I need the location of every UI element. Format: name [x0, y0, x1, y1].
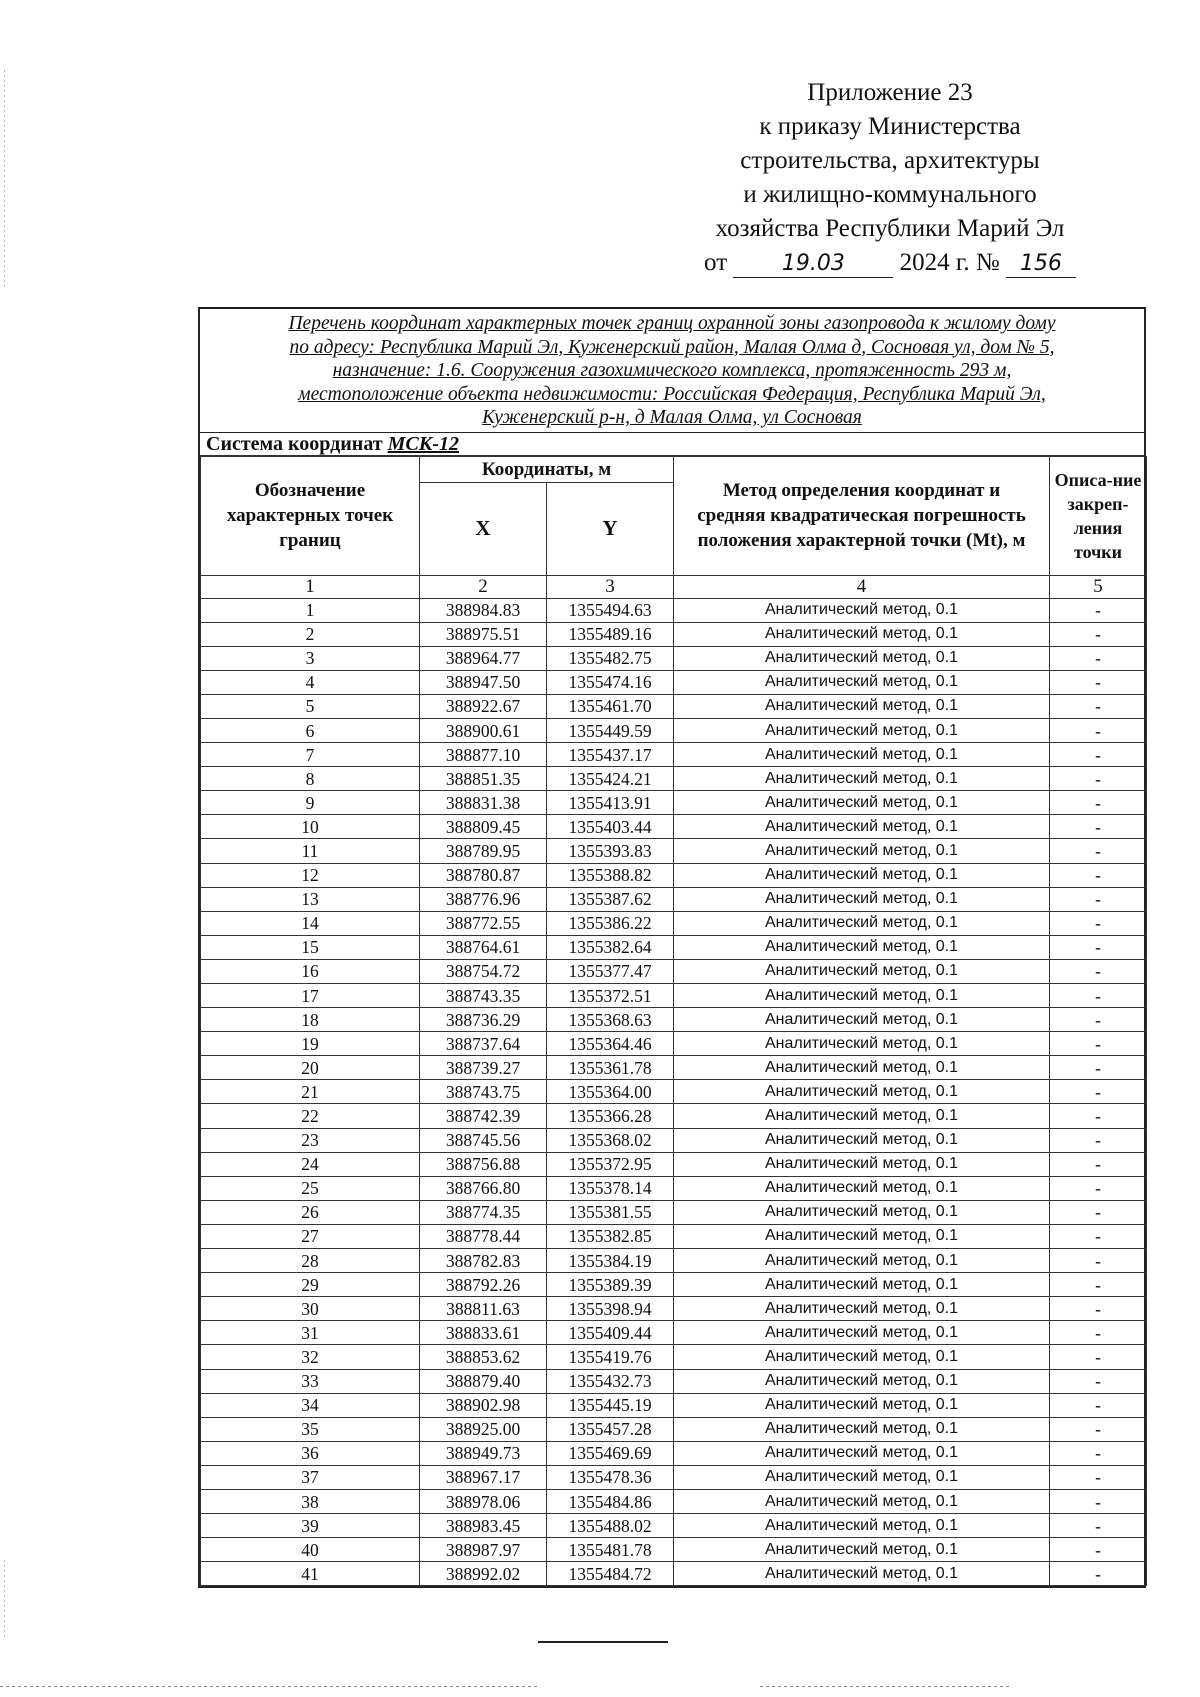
y-coordinate: 1355474.16: [547, 670, 674, 694]
table-row: [201, 1008, 1147, 1032]
method-cell: Аналитический метод, 0.1: [674, 935, 1050, 959]
y-coordinate: 1355361.78: [547, 1056, 674, 1080]
point-number: 6: [201, 718, 420, 742]
x-coordinate: 388947.50: [420, 670, 547, 694]
y-coordinate: 1355478.36: [547, 1465, 674, 1489]
method-cell: Аналитический метод, 0.1: [674, 984, 1050, 1008]
table-row: [201, 767, 1147, 791]
method-cell: Аналитический метод, 0.1: [674, 1321, 1050, 1345]
point-number: 22: [201, 1104, 420, 1128]
title-line: местоположение объекта недвижимости: Российская Федерация, Республика Марий Эл,: [298, 383, 1046, 405]
point-number: 31: [201, 1321, 420, 1345]
point-number: 25: [201, 1176, 420, 1200]
y-coordinate: 1355484.86: [547, 1489, 674, 1513]
x-coordinate: 388743.75: [420, 1080, 547, 1104]
appendix-header: [640, 76, 1140, 280]
table-row: [201, 1369, 1147, 1393]
table-row: [201, 1465, 1147, 1489]
point-number: 2: [201, 622, 420, 646]
point-number: 33: [201, 1369, 420, 1393]
x-coordinate: 388737.64: [420, 1032, 547, 1056]
description-cell: -: [1050, 1465, 1147, 1489]
point-number: 40: [201, 1538, 420, 1562]
x-coordinate: 388833.61: [420, 1321, 547, 1345]
y-coordinate: 1355488.02: [547, 1514, 674, 1538]
x-coordinate: 388776.96: [420, 887, 547, 911]
point-number: 35: [201, 1417, 420, 1441]
table-row: [201, 1393, 1147, 1417]
description-cell: -: [1050, 1489, 1147, 1513]
point-number: 8: [201, 767, 420, 791]
table-row: [201, 1417, 1147, 1441]
x-coordinate: 388879.40: [420, 1369, 547, 1393]
x-coordinate: 388902.98: [420, 1393, 547, 1417]
y-coordinate: 1355419.76: [547, 1345, 674, 1369]
appendix-line: и жилищно-коммунального: [743, 181, 1037, 208]
point-number: 14: [201, 911, 420, 935]
point-number: 7: [201, 743, 420, 767]
col-number: 5: [1050, 575, 1147, 598]
method-cell: Аналитический метод, 0.1: [674, 1152, 1050, 1176]
method-cell: Аналитический метод, 0.1: [674, 1489, 1050, 1513]
method-cell: Аналитический метод, 0.1: [674, 1273, 1050, 1297]
method-cell: Аналитический метод, 0.1: [674, 1538, 1050, 1562]
description-cell: -: [1050, 767, 1147, 791]
point-number: 10: [201, 815, 420, 839]
x-coordinate: 388877.10: [420, 743, 547, 767]
coord-system-value: МСК-12: [387, 432, 459, 455]
method-cell: Аналитический метод, 0.1: [674, 670, 1050, 694]
x-coordinate: 388754.72: [420, 959, 547, 983]
y-coordinate: 1355372.51: [547, 984, 674, 1008]
method-cell: Аналитический метод, 0.1: [674, 1224, 1050, 1248]
method-cell: Аналитический метод, 0.1: [674, 1249, 1050, 1273]
y-coordinate: 1355398.94: [547, 1297, 674, 1321]
description-cell: -: [1050, 1176, 1147, 1200]
description-cell: -: [1050, 863, 1147, 887]
date-prefix: от: [704, 249, 728, 276]
table-row: [201, 1080, 1147, 1104]
x-coordinate: 388743.35: [420, 984, 547, 1008]
point-number: 30: [201, 1297, 420, 1321]
description-cell: -: [1050, 1249, 1147, 1273]
appendix-line: хозяйства Республики Марий Эл: [715, 215, 1065, 242]
y-coordinate: 1355484.72: [547, 1562, 674, 1586]
y-coordinate: 1355364.46: [547, 1032, 674, 1056]
table-row: [201, 1224, 1147, 1248]
description-cell: -: [1050, 1273, 1147, 1297]
point-number: 34: [201, 1393, 420, 1417]
x-coordinate: 388975.51: [420, 622, 547, 646]
col-number: 4: [674, 575, 1050, 598]
method-cell: Аналитический метод, 0.1: [674, 1345, 1050, 1369]
point-number: 39: [201, 1514, 420, 1538]
description-cell: -: [1050, 743, 1147, 767]
y-coordinate: 1355432.73: [547, 1369, 674, 1393]
coordinates-table: [198, 307, 1146, 1588]
title-line: назначение: 1.6. Сооружения газохимического комплекса, протяженность 293 м,: [332, 360, 1012, 381]
description-cell: -: [1050, 598, 1147, 622]
point-number: 1: [201, 598, 420, 622]
method-cell: Аналитический метод, 0.1: [674, 1393, 1050, 1417]
method-cell: Аналитический метод, 0.1: [674, 791, 1050, 815]
description-cell: -: [1050, 935, 1147, 959]
table-row: [201, 911, 1147, 935]
table-row: [201, 1200, 1147, 1224]
method-cell: Аналитический метод, 0.1: [674, 1562, 1050, 1586]
x-coordinate: 388949.73: [420, 1441, 547, 1465]
description-cell: -: [1050, 791, 1147, 815]
method-cell: Аналитический метод, 0.1: [674, 1176, 1050, 1200]
x-coordinate: 388987.97: [420, 1538, 547, 1562]
point-number: 28: [201, 1249, 420, 1273]
scan-bottom-mark: [0, 1686, 540, 1687]
method-cell: Аналитический метод, 0.1: [674, 1032, 1050, 1056]
description-cell: -: [1050, 1417, 1147, 1441]
description-cell: -: [1050, 1032, 1147, 1056]
description-cell: -: [1050, 1514, 1147, 1538]
table-row: [201, 1297, 1147, 1321]
point-number: 29: [201, 1273, 420, 1297]
table-row: [201, 718, 1147, 742]
table-row: [201, 935, 1147, 959]
method-cell: Аналитический метод, 0.1: [674, 767, 1050, 791]
description-cell: -: [1050, 1345, 1147, 1369]
method-cell: Аналитический метод, 0.1: [674, 1008, 1050, 1032]
description-cell: -: [1050, 622, 1147, 646]
x-coordinate: 388756.88: [420, 1152, 547, 1176]
point-number: 41: [201, 1562, 420, 1586]
description-cell: -: [1050, 670, 1147, 694]
header-coords: Координаты, м: [420, 456, 674, 482]
point-number: 24: [201, 1152, 420, 1176]
y-coordinate: 1355413.91: [547, 791, 674, 815]
point-number: 9: [201, 791, 420, 815]
year-text: 2024 г. №: [899, 249, 1000, 276]
point-number: 13: [201, 887, 420, 911]
table-row: [201, 791, 1147, 815]
method-cell: Аналитический метод, 0.1: [674, 959, 1050, 983]
method-cell: Аналитический метод, 0.1: [674, 622, 1050, 646]
method-cell: Аналитический метод, 0.1: [674, 1200, 1050, 1224]
y-coordinate: 1355381.55: [547, 1200, 674, 1224]
table-row: [201, 887, 1147, 911]
method-cell: Аналитический метод, 0.1: [674, 1465, 1050, 1489]
method-cell: Аналитический метод, 0.1: [674, 839, 1050, 863]
y-coordinate: 1355445.19: [547, 1393, 674, 1417]
description-cell: -: [1050, 1562, 1147, 1586]
description-cell: -: [1050, 1297, 1147, 1321]
x-coordinate: 388983.45: [420, 1514, 547, 1538]
col-number: 2: [420, 575, 547, 598]
description-cell: -: [1050, 1441, 1147, 1465]
title-line: Перечень координат характерных точек границ охранной зоны газопровода к жилому дому: [288, 313, 1056, 334]
point-number: 20: [201, 1056, 420, 1080]
point-number: 18: [201, 1008, 420, 1032]
scan-bottom-mark: [760, 1686, 1010, 1687]
description-cell: -: [1050, 1538, 1147, 1562]
method-cell: Аналитический метод, 0.1: [674, 743, 1050, 767]
y-coordinate: 1355382.85: [547, 1224, 674, 1248]
table-row: [201, 1056, 1147, 1080]
x-coordinate: 388778.44: [420, 1224, 547, 1248]
point-number: 36: [201, 1441, 420, 1465]
y-coordinate: 1355384.19: [547, 1249, 674, 1273]
description-cell: -: [1050, 1080, 1147, 1104]
table-row: [201, 1249, 1147, 1273]
y-coordinate: 1355437.17: [547, 743, 674, 767]
col-number: 1: [201, 575, 420, 598]
point-number: 16: [201, 959, 420, 983]
x-coordinate: 388925.00: [420, 1417, 547, 1441]
y-coordinate: 1355457.28: [547, 1417, 674, 1441]
description-cell: -: [1050, 646, 1147, 670]
y-coordinate: 1355382.64: [547, 935, 674, 959]
appendix-line: строительства, архитектуры: [740, 147, 1040, 174]
y-coordinate: 1355449.59: [547, 718, 674, 742]
table-row: [201, 1489, 1147, 1513]
table-row: [201, 1562, 1147, 1586]
table-row: [201, 694, 1147, 718]
point-number: 4: [201, 670, 420, 694]
y-coordinate: 1355482.75: [547, 646, 674, 670]
table-row: [201, 1345, 1147, 1369]
description-cell: -: [1050, 1369, 1147, 1393]
scan-margin-mark: [4, 70, 5, 290]
y-coordinate: 1355489.16: [547, 622, 674, 646]
method-cell: Аналитический метод, 0.1: [674, 694, 1050, 718]
point-number: 23: [201, 1128, 420, 1152]
table-row: [201, 622, 1147, 646]
point-number: 21: [201, 1080, 420, 1104]
point-number: 3: [201, 646, 420, 670]
table-row: [201, 839, 1147, 863]
method-cell: Аналитический метод, 0.1: [674, 1417, 1050, 1441]
method-cell: Аналитический метод, 0.1: [674, 1128, 1050, 1152]
y-coordinate: 1355386.22: [547, 911, 674, 935]
point-number: 12: [201, 863, 420, 887]
point-number: 19: [201, 1032, 420, 1056]
y-coordinate: 1355461.70: [547, 694, 674, 718]
method-cell: Аналитический метод, 0.1: [674, 911, 1050, 935]
description-cell: -: [1050, 959, 1147, 983]
table-row: [201, 1176, 1147, 1200]
point-number: 37: [201, 1465, 420, 1489]
table-row: [201, 646, 1147, 670]
coordinate-system: [200, 433, 1144, 456]
x-coordinate: 388851.35: [420, 767, 547, 791]
table-row: [201, 1321, 1147, 1345]
header-x: X: [420, 482, 547, 575]
x-coordinate: 388792.26: [420, 1273, 547, 1297]
x-coordinate: 388964.77: [420, 646, 547, 670]
handwritten-order-number: 156: [1006, 251, 1076, 278]
description-cell: -: [1050, 1152, 1147, 1176]
x-coordinate: 388780.87: [420, 863, 547, 887]
method-cell: Аналитический метод, 0.1: [674, 1056, 1050, 1080]
y-coordinate: 1355364.00: [547, 1080, 674, 1104]
description-cell: -: [1050, 1393, 1147, 1417]
col-number: 3: [547, 575, 674, 598]
description-cell: -: [1050, 815, 1147, 839]
y-coordinate: 1355494.63: [547, 598, 674, 622]
method-cell: Аналитический метод, 0.1: [674, 1369, 1050, 1393]
coord-system-label: Система координат: [206, 432, 383, 455]
x-coordinate: 388745.56: [420, 1128, 547, 1152]
x-coordinate: 388811.63: [420, 1297, 547, 1321]
x-coordinate: 388853.62: [420, 1345, 547, 1369]
x-coordinate: 388984.83: [420, 598, 547, 622]
y-coordinate: 1355388.82: [547, 863, 674, 887]
method-cell: Аналитический метод, 0.1: [674, 887, 1050, 911]
method-cell: Аналитический метод, 0.1: [674, 598, 1050, 622]
y-coordinate: 1355387.62: [547, 887, 674, 911]
point-number: 26: [201, 1200, 420, 1224]
description-cell: -: [1050, 1200, 1147, 1224]
description-cell: -: [1050, 911, 1147, 935]
description-cell: -: [1050, 1128, 1147, 1152]
method-cell: Аналитический метод, 0.1: [674, 646, 1050, 670]
point-number: 5: [201, 694, 420, 718]
description-cell: -: [1050, 1224, 1147, 1248]
x-coordinate: 388789.95: [420, 839, 547, 863]
title-line: Куженерский р-н, д Малая Олма, ул Сосновая: [482, 407, 862, 428]
description-cell: -: [1050, 839, 1147, 863]
handwritten-date: 19.03: [733, 251, 893, 278]
table-row: [201, 1152, 1147, 1176]
table-row: [201, 1032, 1147, 1056]
x-coordinate: 388774.35: [420, 1200, 547, 1224]
y-coordinate: 1355368.02: [547, 1128, 674, 1152]
y-coordinate: 1355377.47: [547, 959, 674, 983]
x-coordinate: 388900.61: [420, 718, 547, 742]
header-method: Метод определения координат и средняя квадратическая погрешность положения характерной точки (Mt), м: [674, 456, 1050, 575]
appendix-line: к приказу Министерства: [759, 113, 1021, 140]
x-coordinate: 388782.83: [420, 1249, 547, 1273]
y-coordinate: 1355389.39: [547, 1273, 674, 1297]
table-row: [201, 815, 1147, 839]
method-cell: Аналитический метод, 0.1: [674, 863, 1050, 887]
point-number: 15: [201, 935, 420, 959]
table-row: [201, 1273, 1147, 1297]
table-title: [200, 309, 1144, 433]
method-cell: Аналитический метод, 0.1: [674, 1297, 1050, 1321]
title-line: по адресу: Республика Марий Эл, Куженерский район, Малая Олма д, Сосновая ул, дом № 5,: [289, 336, 1055, 358]
table-row: [201, 598, 1147, 622]
x-coordinate: 388809.45: [420, 815, 547, 839]
table-row: [201, 1104, 1147, 1128]
point-number: 32: [201, 1345, 420, 1369]
y-coordinate: 1355481.78: [547, 1538, 674, 1562]
table-row: [201, 1538, 1147, 1562]
x-coordinate: 388739.27: [420, 1056, 547, 1080]
y-coordinate: 1355469.69: [547, 1441, 674, 1465]
table-row: [201, 1441, 1147, 1465]
point-number: 11: [201, 839, 420, 863]
description-cell: -: [1050, 694, 1147, 718]
description-cell: -: [1050, 887, 1147, 911]
x-coordinate: 388831.38: [420, 791, 547, 815]
table-row: [201, 743, 1147, 767]
y-coordinate: 1355393.83: [547, 839, 674, 863]
order-date-line: [640, 246, 1140, 280]
table-row: [201, 1128, 1147, 1152]
description-cell: -: [1050, 984, 1147, 1008]
description-cell: -: [1050, 1056, 1147, 1080]
method-cell: Аналитический метод, 0.1: [674, 1441, 1050, 1465]
header-description: Описа-ние закреп-ления точки: [1050, 456, 1147, 575]
method-cell: Аналитический метод, 0.1: [674, 1080, 1050, 1104]
header-point: Обозначение характерных точек границ: [201, 456, 420, 575]
method-cell: Аналитический метод, 0.1: [674, 1104, 1050, 1128]
points-table-body: [201, 598, 1147, 1586]
method-cell: Аналитический метод, 0.1: [674, 718, 1050, 742]
footer-separator: [538, 1641, 668, 1643]
point-number: 38: [201, 1489, 420, 1513]
point-number: 17: [201, 984, 420, 1008]
x-coordinate: 388978.06: [420, 1489, 547, 1513]
appendix-line: Приложение 23: [807, 79, 973, 106]
description-cell: -: [1050, 1104, 1147, 1128]
x-coordinate: 388742.39: [420, 1104, 547, 1128]
scan-margin-mark: [4, 1560, 5, 1640]
y-coordinate: 1355378.14: [547, 1176, 674, 1200]
y-coordinate: 1355403.44: [547, 815, 674, 839]
table-row: [201, 670, 1147, 694]
y-coordinate: 1355366.28: [547, 1104, 674, 1128]
points-table: [200, 456, 1147, 1587]
x-coordinate: 388736.29: [420, 1008, 547, 1032]
y-coordinate: 1355372.95: [547, 1152, 674, 1176]
table-row: [201, 959, 1147, 983]
point-number: 27: [201, 1224, 420, 1248]
x-coordinate: 388992.02: [420, 1562, 547, 1586]
method-cell: Аналитический метод, 0.1: [674, 815, 1050, 839]
y-coordinate: 1355368.63: [547, 1008, 674, 1032]
x-coordinate: 388772.55: [420, 911, 547, 935]
x-coordinate: 388764.61: [420, 935, 547, 959]
x-coordinate: 388766.80: [420, 1176, 547, 1200]
description-cell: -: [1050, 1008, 1147, 1032]
y-coordinate: 1355409.44: [547, 1321, 674, 1345]
header-y: Y: [547, 482, 674, 575]
method-cell: Аналитический метод, 0.1: [674, 1514, 1050, 1538]
table-row: [201, 1514, 1147, 1538]
table-row: [201, 984, 1147, 1008]
x-coordinate: 388967.17: [420, 1465, 547, 1489]
table-row: [201, 863, 1147, 887]
description-cell: -: [1050, 718, 1147, 742]
y-coordinate: 1355424.21: [547, 767, 674, 791]
x-coordinate: 388922.67: [420, 694, 547, 718]
description-cell: -: [1050, 1321, 1147, 1345]
